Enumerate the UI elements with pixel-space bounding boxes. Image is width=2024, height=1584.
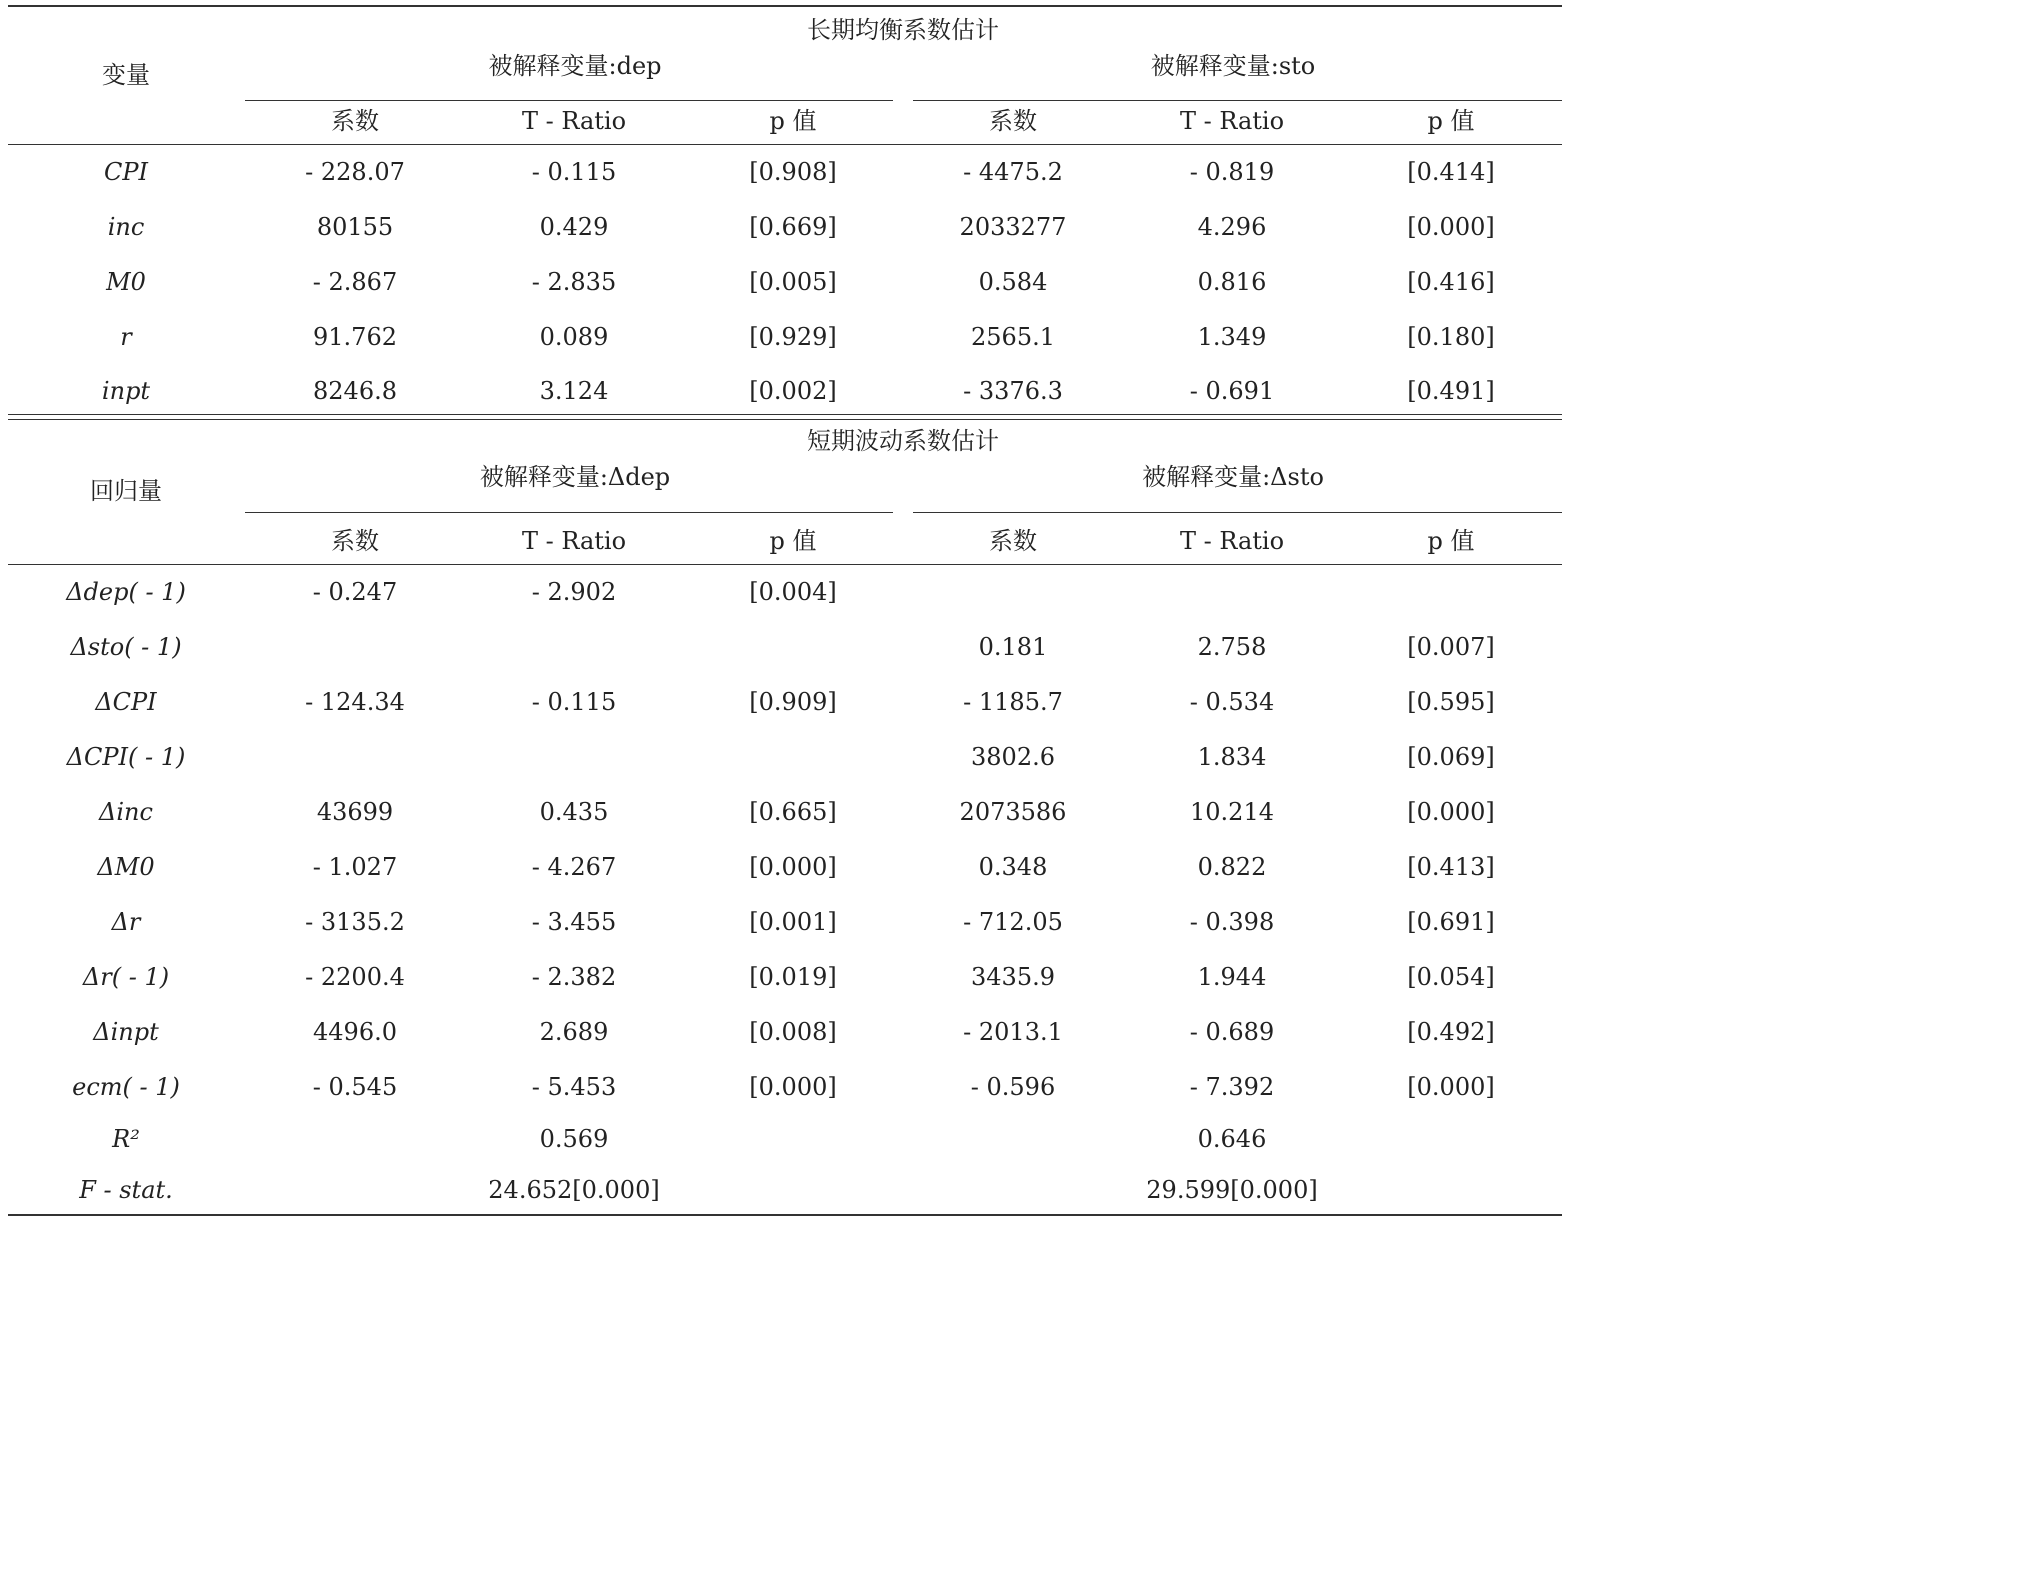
cell: - 228.07 [305,158,405,186]
cell: - 2.835 [531,268,617,296]
cell: - 3135.2 [305,908,405,936]
short-group-right-rule [913,512,1562,513]
cell: [0.000] [1407,213,1495,241]
cell: - 3376.3 [963,377,1063,405]
short-header-bottom-rule [8,564,1562,565]
cell: 4.296 [1197,213,1267,241]
cell: - 4475.2 [963,158,1063,186]
short-col-header-tratio-right: T - Ratio [1179,527,1285,555]
short-col-header-pvalue-left: p 值 [769,527,817,555]
cell: [0.491] [1407,377,1495,405]
cell: 0.429 [539,213,609,241]
cell: [0.002] [749,377,837,405]
cell: 0.089 [539,323,609,351]
cell: [0.909] [749,688,837,716]
cell: [0.000] [749,853,837,881]
r-squared-label: R² [112,1125,140,1153]
cell: 0.435 [539,798,609,826]
cell: 10.214 [1190,798,1274,826]
cell: - 3.455 [531,908,617,936]
cell: 4496.0 [313,1018,397,1046]
cell: 8246.8 [313,377,397,405]
short-run-group-right: 被解释变量:Δsto [1142,463,1324,491]
cell: 0.822 [1197,853,1267,881]
f-stat-left: 24.652[0.000] [488,1176,660,1204]
cell: - 0.398 [1189,908,1275,936]
bottom-rule [8,1214,1562,1216]
cell: 43699 [316,798,394,826]
cell: [0.054] [1407,963,1495,991]
cell: 0.816 [1197,268,1267,296]
cell: 0.348 [978,853,1048,881]
long-run-stub-header: 变量 [102,61,150,89]
cell: [0.414] [1407,158,1495,186]
cell: [0.180] [1407,323,1495,351]
cell: [0.492] [1407,1018,1495,1046]
cell: 3802.6 [971,743,1055,771]
short-col-header-pvalue-right: p 值 [1427,527,1475,555]
cell: - 0.534 [1189,688,1275,716]
cell: - 2.867 [312,268,398,296]
cell: - 0.689 [1189,1018,1275,1046]
cell: - 0.545 [312,1073,398,1101]
cell: [0.004] [749,578,837,606]
cell: [0.008] [749,1018,837,1046]
row-label: ΔM0 [97,853,155,881]
cell: - 0.691 [1189,377,1275,405]
long-col-header-tratio-right: T - Ratio [1179,107,1285,135]
row-label: Δr( - 1) [82,963,170,991]
row-label: inc [107,213,145,241]
long-col-header-tratio-left: T - Ratio [521,107,627,135]
cell: 0.181 [978,633,1048,661]
cell: 2033277 [959,213,1067,241]
cell: [0.001] [749,908,837,936]
cell: [0.665] [749,798,837,826]
short-col-header-tratio-left: T - Ratio [521,527,627,555]
row-label: inpt [101,377,151,405]
long-group-right-rule [913,100,1562,101]
section-double-rule-top [8,414,1562,415]
row-label: ΔCPI [95,688,157,716]
long-col-header-pvalue-left: p 值 [769,107,817,135]
cell: 1.944 [1197,963,1267,991]
cell: [0.000] [1407,798,1495,826]
cell: - 2200.4 [305,963,405,991]
cell: - 2.382 [531,963,617,991]
cell: 1.349 [1197,323,1267,351]
r-squared-right: 0.646 [1197,1125,1267,1153]
short-run-title: 短期波动系数估计 [807,427,999,455]
cell: - 712.05 [963,908,1063,936]
r-squared-left: 0.569 [539,1125,609,1153]
cell: - 1185.7 [963,688,1063,716]
short-run-stub-header: 回归量 [90,477,162,505]
cell: 80155 [316,213,394,241]
long-run-group-right: 被解释变量:sto [1150,52,1316,80]
row-label: Δsto( - 1) [70,633,182,661]
cell: - 0.819 [1189,158,1275,186]
f-stat-label: F - stat. [79,1176,173,1204]
top-rule [8,5,1562,7]
cell: - 0.596 [970,1073,1056,1101]
cell: [0.908] [749,158,837,186]
cell: [0.019] [749,963,837,991]
row-label: CPI [104,158,148,186]
cell: - 0.115 [531,158,617,186]
f-stat-right: 29.599[0.000] [1146,1176,1318,1204]
cell: 2.758 [1197,633,1267,661]
cell: - 5.453 [531,1073,617,1101]
row-label: Δinc [99,798,153,826]
cell: - 0.115 [531,688,617,716]
cell: [0.413] [1407,853,1495,881]
cell: 0.584 [978,268,1048,296]
cell: [0.007] [1407,633,1495,661]
cell: 2073586 [959,798,1067,826]
cell: - 124.34 [305,688,405,716]
long-col-header-coef-left: 系数 [331,107,379,135]
row-label: Δr [111,908,141,936]
cell: [0.669] [749,213,837,241]
row-label: Δdep( - 1) [66,578,186,606]
cell: - 0.247 [312,578,398,606]
row-label: r [120,323,132,351]
short-run-group-left: 被解释变量:Δdep [479,463,671,491]
cell: 2.689 [539,1018,609,1046]
cell: [0.000] [1407,1073,1495,1101]
cell: 91.762 [313,323,397,351]
cell: [0.595] [1407,688,1495,716]
row-label: M0 [106,268,146,296]
section-double-rule-bottom [8,419,1562,420]
cell: [0.069] [1407,743,1495,771]
cell: [0.691] [1407,908,1495,936]
short-group-left-rule [245,512,893,513]
cell: 3435.9 [971,963,1055,991]
cell: [0.929] [749,323,837,351]
cell: - 1.027 [312,853,398,881]
short-col-header-coef-left: 系数 [331,527,379,555]
long-col-header-pvalue-right: p 值 [1427,107,1475,135]
long-header-bottom-rule [8,144,1562,145]
long-run-group-left: 被解释变量:dep [488,52,662,80]
cell: - 2.902 [531,578,617,606]
cell: 3.124 [539,377,609,405]
long-group-left-rule [245,100,893,101]
long-run-title: 长期均衡系数估计 [807,16,999,44]
row-label: ecm( - 1) [72,1073,180,1101]
long-col-header-coef-right: 系数 [989,107,1037,135]
cell: - 7.392 [1189,1073,1275,1101]
cell: - 4.267 [531,853,617,881]
cell: - 2013.1 [963,1018,1063,1046]
cell: 2565.1 [971,323,1055,351]
cell: 1.834 [1197,743,1267,771]
row-label: Δinpt [93,1018,159,1046]
cell: [0.416] [1407,268,1495,296]
cell: [0.000] [749,1073,837,1101]
row-label: ΔCPI( - 1) [66,743,186,771]
short-col-header-coef-right: 系数 [989,527,1037,555]
cell: [0.005] [749,268,837,296]
